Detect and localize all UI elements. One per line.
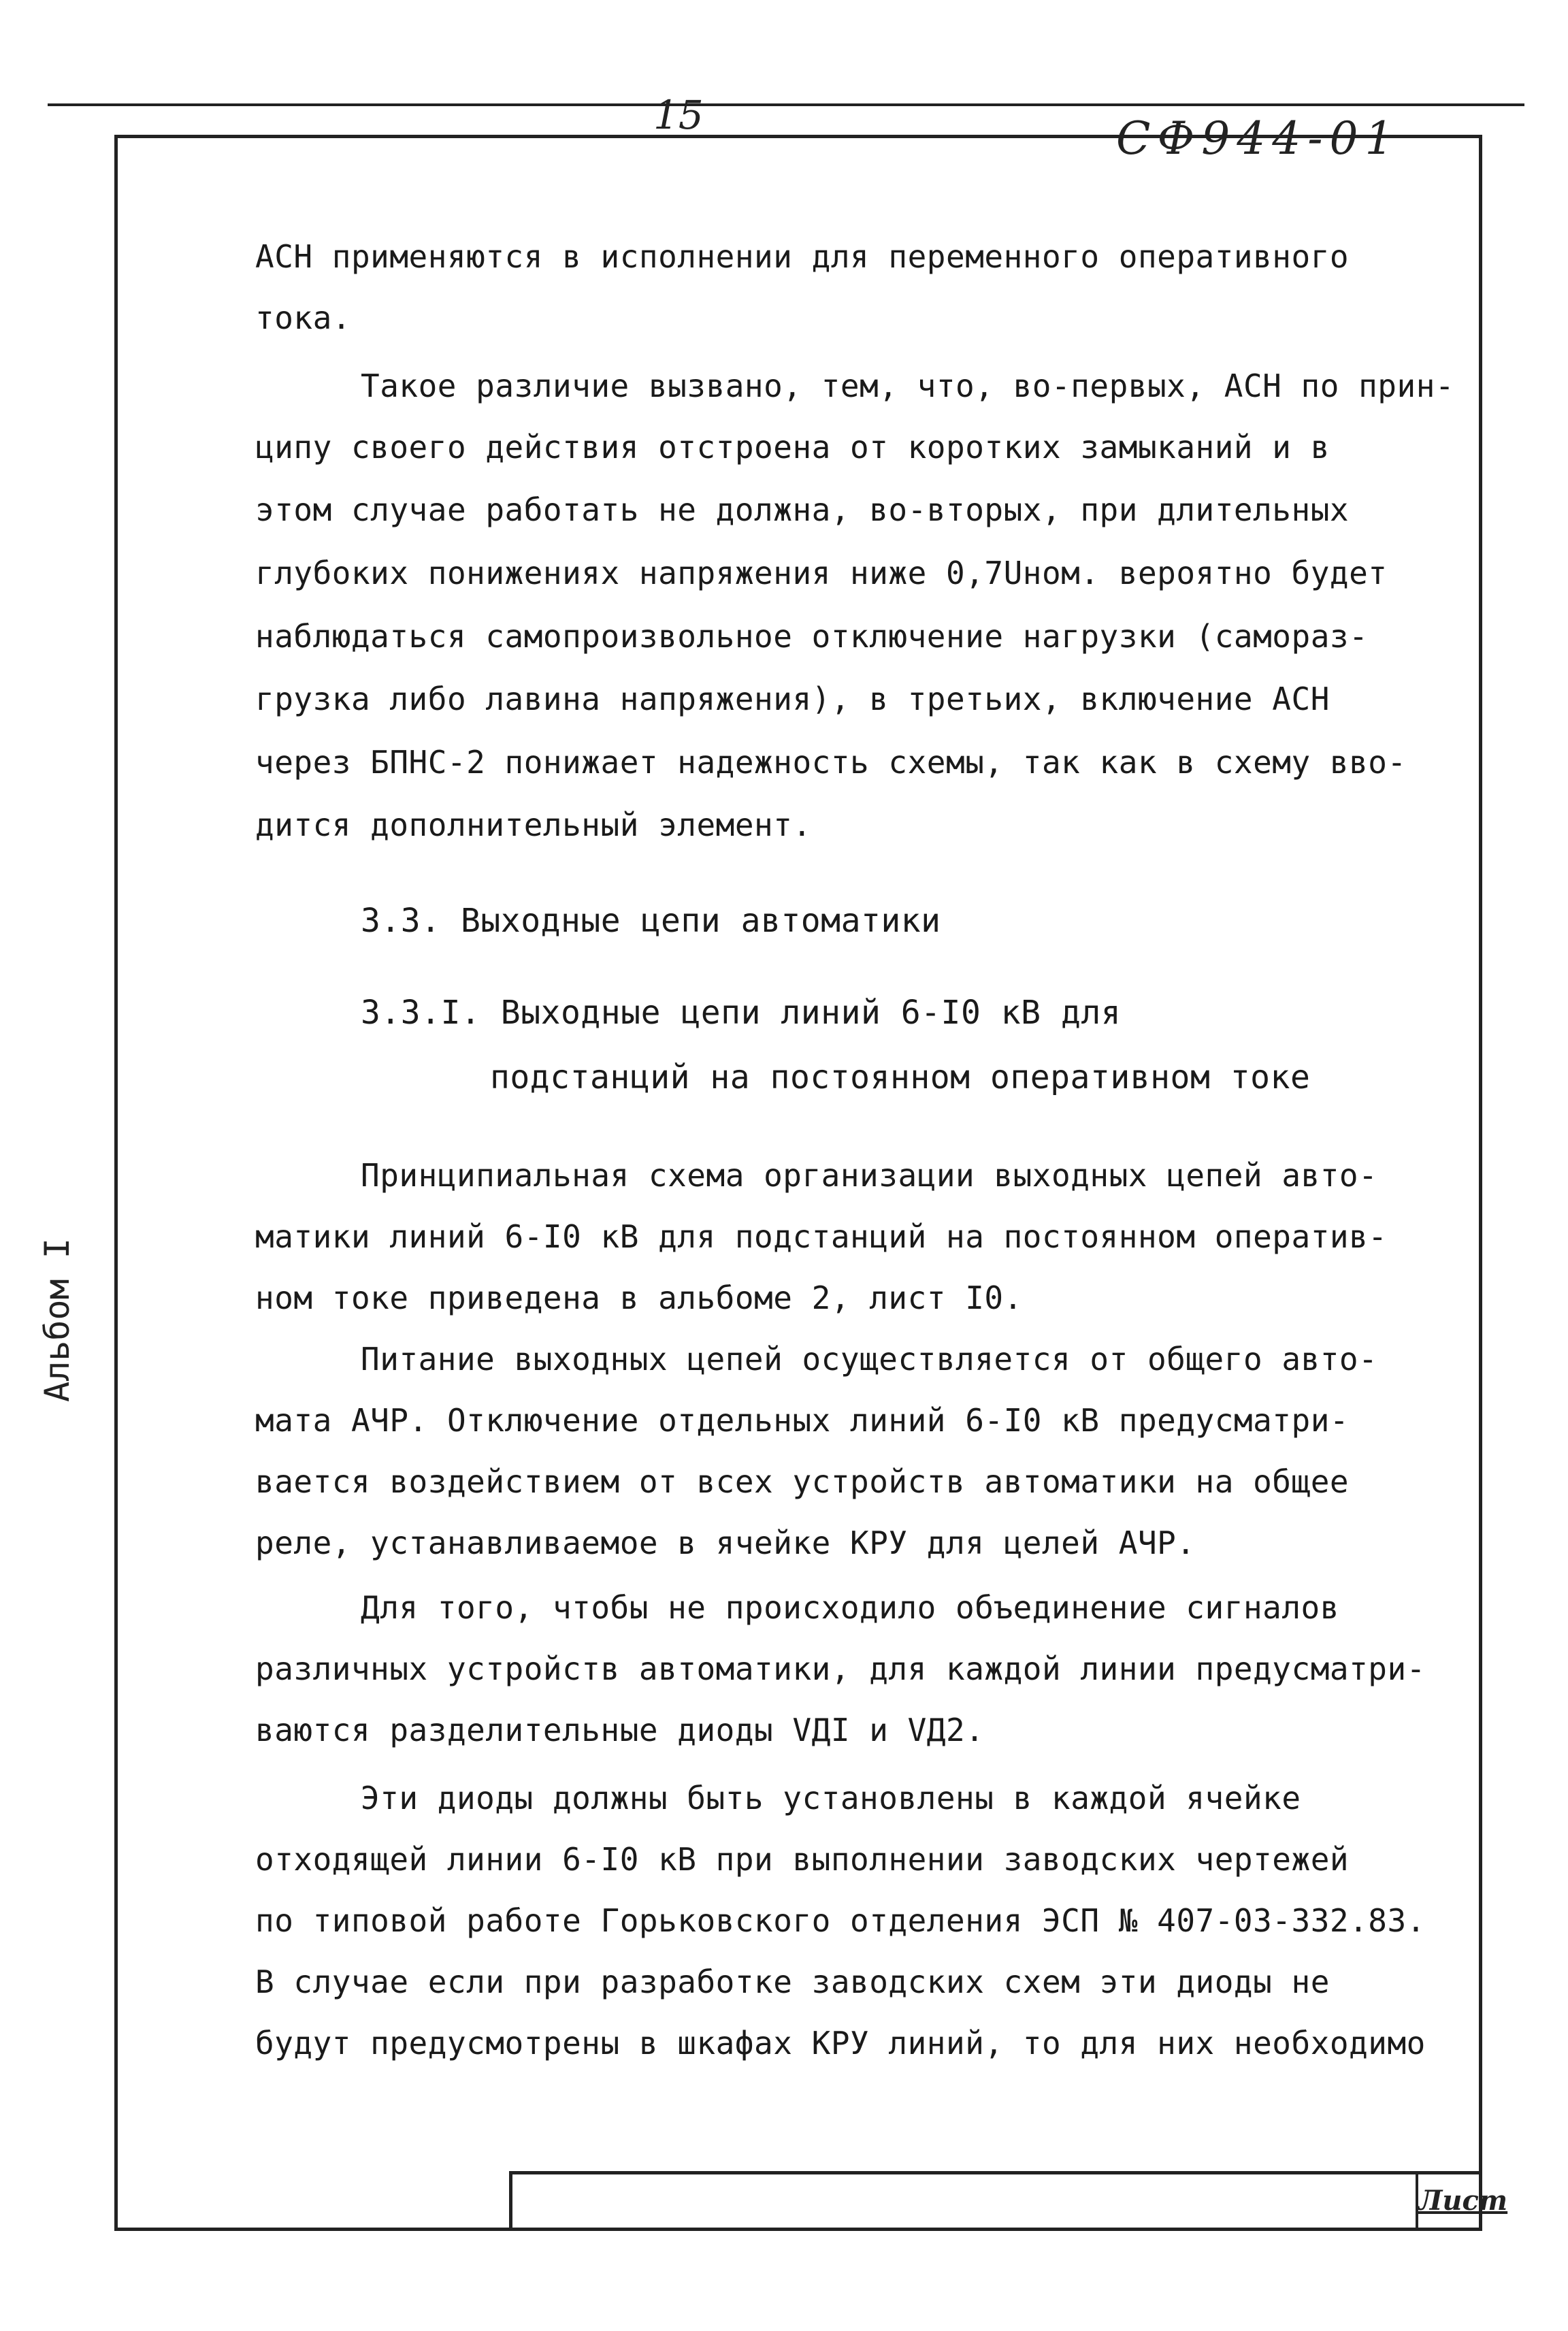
subsection-heading: 3.3.I. Выходные цепи линий 6-I0 кВ для [361, 994, 1122, 1032]
text-line: глубоких понижениях напряжения ниже 0,7Uном. вероятно будет [255, 555, 1388, 591]
text-line: ваются разделительные диоды VДI и VД2. [255, 1712, 985, 1748]
text-line: Эти диоды должны быть установлены в каждой ячейке [361, 1780, 1301, 1816]
text-line: наблюдаться самопроизвольное отключение нагрузки (самораз- [255, 618, 1369, 655]
document-code: СФ944-01 [1116, 112, 1401, 165]
text-line: Питание выходных цепей осуществляется от общего авто- [361, 1341, 1378, 1378]
text-line: грузка либо лавина напряжения), в третьих, включение АСН [255, 681, 1330, 717]
text-line: этом случае работать не должна, во-вторых, при длительных [255, 491, 1350, 528]
text-line: отходящей линии 6-I0 кВ при выполнении заводских чертежей [255, 1841, 1350, 1878]
page-number: 15 [653, 92, 704, 138]
text-line: различных устройств автоматики, для каждой линии предусматри- [255, 1650, 1426, 1687]
text-line: матики линий 6-I0 кВ для подстанций на постоянном оператив- [255, 1218, 1388, 1255]
text-line: через БПНС-2 понижает надежность схемы, так как в схему вво- [255, 744, 1407, 781]
text-line: В случае если при разработке заводских схем эти диоды не [255, 1963, 1330, 2000]
text-line: вается воздействием от всех устройств автоматики на общее [255, 1463, 1350, 1500]
text-line: дится дополнительный элемент. [255, 806, 812, 843]
text-line: Принципиальная схема организации выходных цепей авто- [361, 1157, 1378, 1194]
text-line: будут предусмотрены в шкафах КРУ линий, то для них необходимо [255, 2025, 1426, 2061]
text-line: ном токе приведена в альбоме 2, лист I0. [255, 1279, 1023, 1316]
text-line: Для того, чтобы не происходило объединение сигналов [361, 1589, 1339, 1626]
album-side-label: Альбом I [37, 1238, 77, 1402]
section-heading: 3.3. Выходные цепи автоматики [361, 902, 941, 940]
text-line: ципу своего действия отстроена от коротких замыканий и в [255, 429, 1330, 466]
sheet-label: Лист [1418, 2185, 1508, 2217]
text-line: тока. [255, 299, 351, 336]
text-line: АСН применяются в исполнении для переменного оперативного [255, 238, 1350, 275]
subsection-heading-cont: подстанций на постоянном оперативном токе [490, 1058, 1311, 1096]
top-rule [48, 103, 1524, 106]
text-line: реле, устанавливаемое в ячейке КРУ для целей АЧР. [255, 1525, 1196, 1561]
text-line: Такое различие вызвано, тем, что, во-первых, АСН по прин- [361, 368, 1455, 404]
text-line: мата АЧР. Отключение отдельных линий 6-I0 кВ предусматри- [255, 1402, 1350, 1439]
text-line: по типовой работе Горьковского отделения ЭСП № 407-03-332.83. [255, 1902, 1426, 1939]
title-block [509, 2171, 1482, 2231]
